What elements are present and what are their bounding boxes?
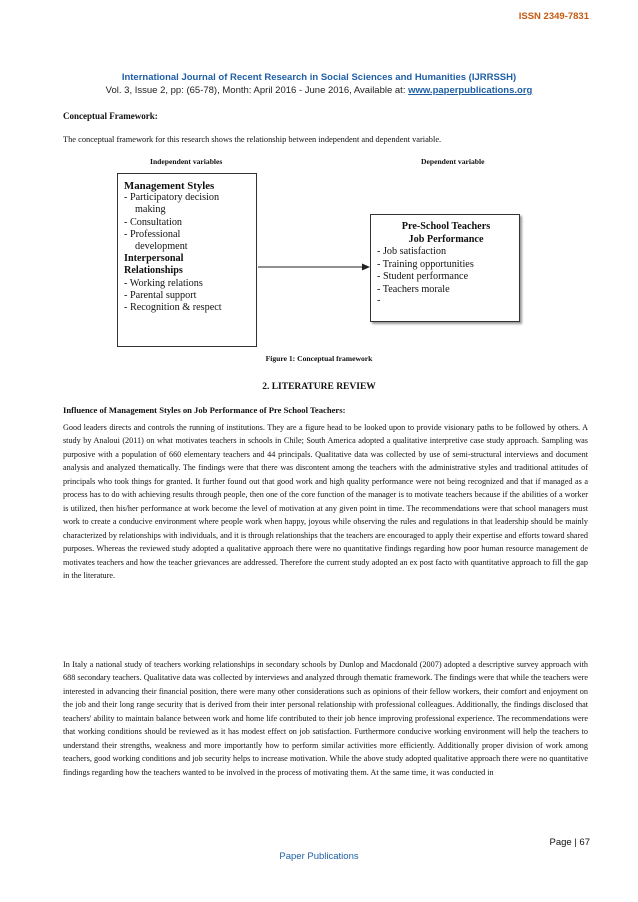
iv-item: - Parental support <box>124 289 197 301</box>
interpersonal-title: Interpersonal <box>124 253 184 265</box>
dv-item: - Training opportunities <box>377 258 474 270</box>
independent-label: Independent variables <box>150 157 223 166</box>
dv-item: - Student performance <box>377 271 469 283</box>
conceptual-text: The conceptual framework for this research shows the relationship between independent and dependent variable. <box>63 135 442 144</box>
dv-item: - <box>377 294 381 306</box>
pre-school-teachers-title: Pre-School Teachers <box>401 221 491 232</box>
volume-text: Vol. 3, Issue 2, pp: (65-78), Month: April 2016 - June 2016, Available at: <box>105 85 409 96</box>
journal-url-link[interactable]: www.paperpublications.org <box>408 85 533 96</box>
subsection-heading: Influence of Management Styles on Job Performance of Pre School Teachers: <box>63 405 346 415</box>
iv-item: - Working relations <box>124 277 203 289</box>
iv-item: - Participatory decision <box>124 192 220 204</box>
management-styles-title: Management Styles <box>124 180 215 192</box>
independent-variables-box <box>117 173 257 347</box>
relationships-title: Relationships <box>124 265 183 277</box>
relationship-arrow <box>258 263 370 271</box>
iv-item: - Professional <box>124 228 181 240</box>
paragraph-2: In Italy a national study of teachers working relationships in secondary schools by Dunlop and Macdonald (2007) adopted a descriptive survey approach with 688 secondary teachers. Qualitative data was collected by interviews and analyzed through thematic framework. The findings were that while the teachers were interested in advancing their financial position, there were many other considerations such as opinions of their fellow workers, their comfort and enjoyment on the job and their long range security that is derived from their inter personal relationship with professional colleagues. Additionally, the findings disclosed that teachers' ability to maintain balance between work and home life contributed to their job hence improving professional experience. The recommendations were that working conditions should be reviewed as it has modest effect on job satisfaction. Furthermore conducive working environment will help the teachers to understand their strengths, weakness and more importantly how to perform similar activities more efficiently. Additionally proper division of work among teachers, good working conditions and job security helps to increase motivation. While the above study adopted qualitative approach there were no quantitative findings regarding how the teachers wanted to be involved in the process of motivating them. At the same time, it was conducted in <box>63 660 588 777</box>
figure-caption: Figure 1: Conceptual framework <box>265 354 373 363</box>
publisher-footer: Paper Publications <box>279 851 359 862</box>
iv-item: - Consultation <box>124 216 183 228</box>
paragraph-1: Good leaders directs and controls the running of institutions. They are a figure head to be looked upon to provide visionary paths to be followed by others. A study by Analoui (2011) on what motivates teachers in schools in Chile; South America adopted a qualitative interpretive case study approach. Sampling was purposive with a population of 660 elementary teachers and 44 principals. Qualitative data was collected by use of semi-structural interviews and document analysis and analyzed thematically. The findings were that there was discontent among the teachers with the administrative styles and traditional attitudes of principals who took things for granted. It further found out that good work and high quality performance were not being recognized and that if managed as a process has to do with achieving results through people, then one of the core function of the manager is to motivate teachers because if the abilities of a worker is utilized, then his/her performance at work become the level of motivation at any given point in time. The recommendations were that school managers must work to create a conducive environment where people work when happy, joyous while observing the rules and regulations in that leadership should be mainly characterized by relationships with individuals, and it is through relationships that the teachers are encouraged to apply their expertise and efforts toward shared purposes. Whereas the reviewed study adopted a qualitative approach there were no quantitative findings regarding how poor human resource management de motivates teachers and how the teacher grievances are addressed. Therefore the current study adopted an ex post facto with quantitative approach to fill the gap in the literature. <box>63 423 588 580</box>
page-number: Page | 67 <box>549 837 590 848</box>
iv-item: development <box>135 241 188 253</box>
issn-label: ISSN 2349-7831 <box>518 11 589 22</box>
section-title: 2. LITERATURE REVIEW <box>262 382 376 392</box>
iv-item: making <box>135 204 166 216</box>
dependent-label: Dependent variable <box>421 157 485 166</box>
journal-title: International Journal of Recent Research in Social Sciences and Humanities (IJRRSSH) <box>121 72 517 83</box>
volume-line <box>0 85 638 96</box>
dependent-variable-box <box>370 214 520 322</box>
dv-item: - Teachers morale <box>377 283 450 295</box>
job-performance-title: Job Performance <box>408 233 484 245</box>
conceptual-heading: Conceptual Framework: <box>63 111 158 121</box>
iv-item: - Recognition & respect <box>124 302 222 314</box>
dv-item: - Job satisfaction <box>377 246 447 258</box>
